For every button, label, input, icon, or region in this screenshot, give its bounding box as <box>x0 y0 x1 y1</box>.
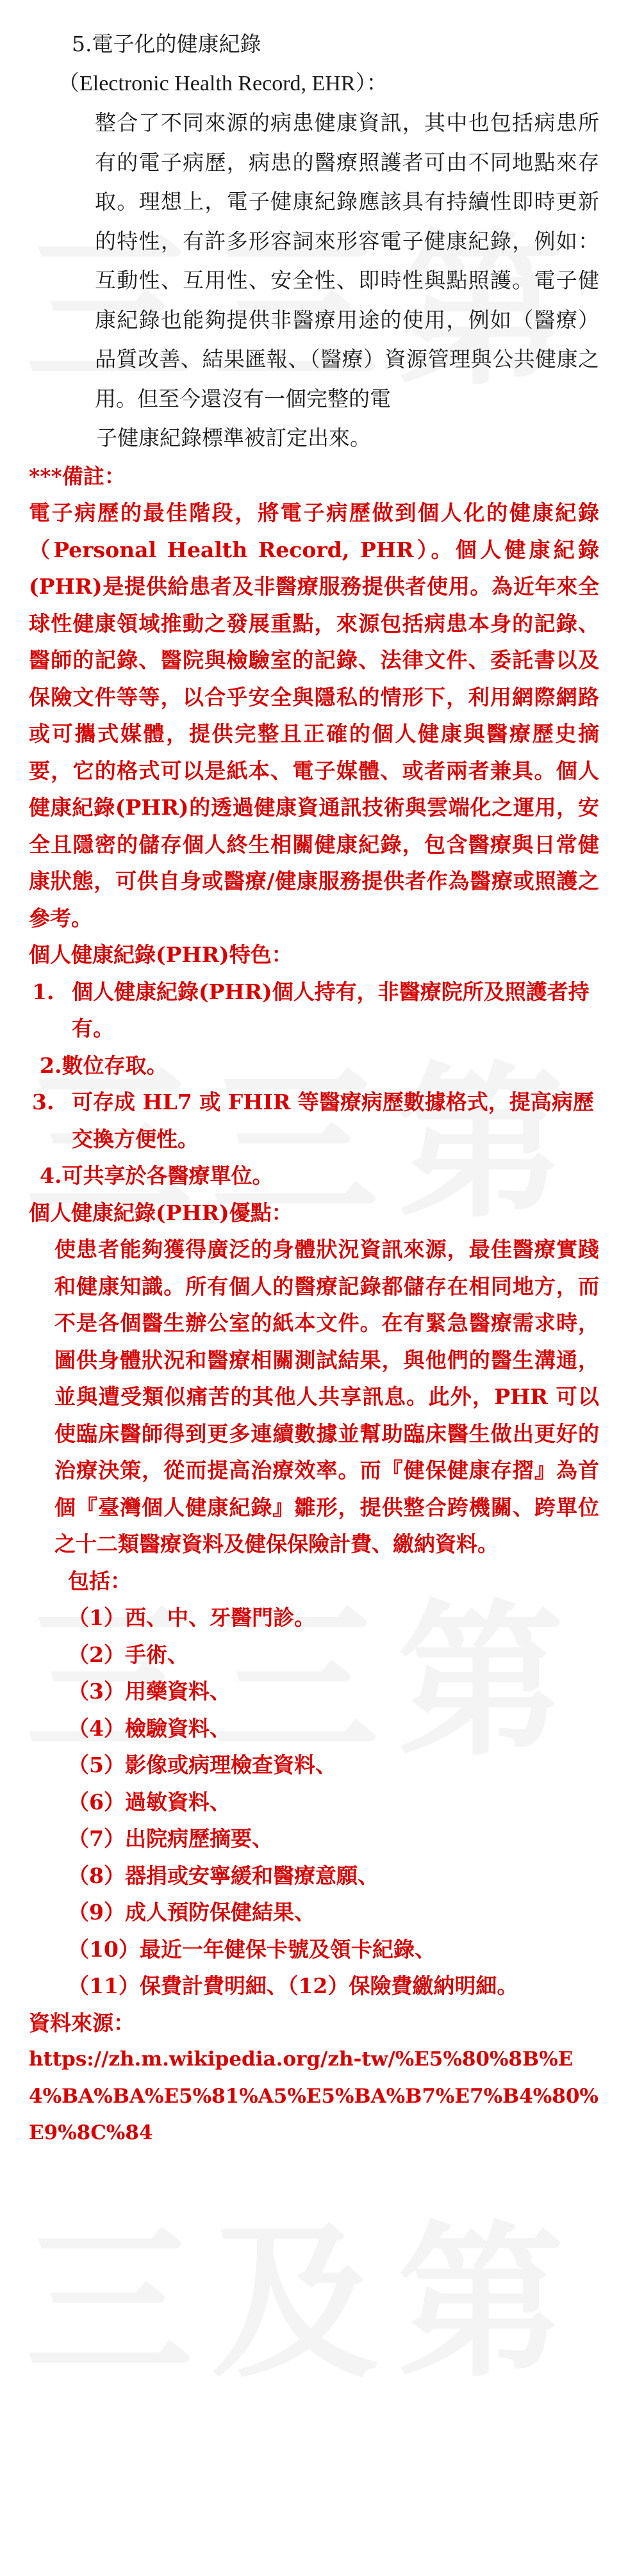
ehr-heading: 5.電子化的健康紀錄 <box>72 31 261 56</box>
phr-paragraph: 電子病歷的最佳階段，將電子病歷做到個人化的健康紀錄（Personal Health Record, PHR）。個人健康紀錄(PHR)是提供給患者及非醫療服務提供者使用。為近年來全球性健康領域推動之發展重點，來源包括病患本身的記錄、醫師的記錄、醫院與檢驗室的記錄、法律文件、委託書以及保險文件等等，以合乎安全與隱私的情形下，利用網際網路或可攜式媒體，提供完整且正確的個人健康與醫療歷史摘要，它的格式可以是紙本、電子媒體、或者兩者兼具。個人健康紀錄(PHR)的透過健康資通訊技術與雲端化之運用，安全且隱密的儲存個人終生相關健康紀錄，包含醫療與日常健康狀態，可供自身或醫療/健康服務提供者作為醫療或照護之參考。 <box>29 500 599 931</box>
ehr-last-line: 子健康紀錄標準被訂定出來。 <box>96 425 371 450</box>
include-item: （6）過敏資料、 <box>68 1789 231 1814</box>
ehr-english-title: （Electronic Health Record, EHR）： <box>58 71 388 95</box>
include-item: （1）西、中、牙醫門診。 <box>68 1605 315 1630</box>
feature-text: 2.數位存取。 <box>40 1052 168 1078</box>
include-item: （11）保費計費明細、（12）保險費繳納明細。 <box>68 1973 518 1998</box>
feature-item <box>0 974 628 1047</box>
feature-item <box>0 1047 628 1084</box>
ehr-section <box>0 24 628 458</box>
include-item: （8）器捐或安寧緩和醫療意願、 <box>68 1863 379 1888</box>
include-item: （9）成人預防保健結果、 <box>68 1900 315 1925</box>
feature-item <box>0 1157 628 1194</box>
includes-label: 包括： <box>68 1568 131 1594</box>
feature-number: 3. <box>32 1089 54 1114</box>
advantages-paragraph: 使患者能夠獲得廣泛的身體狀況資訊來源，最佳醫療實踐和健康知識。所有個人的醫療記錄都儲存在相同地方，而不是各個醫生辦公室的紙本文件。在有緊急醫療需求時，圖供身體狀況和醫療相關測試結果，與他們的醫生溝通，並與遭受類似痛苦的其他人共享訊息。此外，PHR 可以使臨床醫師得到更多連續數據並幫助臨床醫生做出更好的治療決策，從而提高治療效率。而『健保健康存摺』為首個『臺灣個人健康紀錄』雛形，提供整合跨機關、跨單位之十二類醫療資料及健保保險計費、繳納資料。 <box>54 1237 599 1556</box>
feature-text: 可存成 HL7 或 FHIR 等醫療病歷數據格式，提高病歷交換方便性。 <box>72 1089 594 1152</box>
include-item: （2）手術、 <box>68 1642 188 1667</box>
feature-item <box>0 1084 628 1157</box>
include-item: （4）檢驗資料、 <box>68 1715 231 1741</box>
advantages-heading: 個人健康紀錄(PHR)優點： <box>29 1200 293 1225</box>
include-item: （5）影像或病理檢查資料、 <box>68 1752 336 1777</box>
watermark <box>26 2170 583 2409</box>
note-label: ***備註： <box>29 463 126 489</box>
feature-number: 1. <box>32 979 54 1004</box>
source-link[interactable]: https://zh.m.wikipedia.org/zh-tw/%E5%80%8B%E4%BA%BA%E5%81%A5%E5%BA%B7%E7%B4%80%E9%8C%84 <box>29 2048 599 2144</box>
include-item: （3）用藥資料、 <box>68 1679 231 1704</box>
include-item: （7）出院病歷摘要、 <box>68 1826 273 1851</box>
feature-text: 個人健康紀錄(PHR)個人持有，非醫療院所及照護者持有。 <box>72 979 590 1041</box>
document-page <box>0 24 628 2152</box>
feature-text: 4.可共享於各醫療單位。 <box>40 1163 274 1188</box>
features-heading: 個人健康紀錄(PHR)特色： <box>29 942 293 967</box>
phr-note-section <box>0 458 628 2152</box>
source-label: 資料來源： <box>29 2010 135 2035</box>
ehr-paragraph: 整合了不同來源的病患健康資訊，其中也包括病患所有的電子病歷，病患的醫療照護者可由不同地點來存取。理想上，電子健康紀錄應該具有持續性即時更新的特性，有許多形容詞來形容電子健康紀錄，例如：互動性、互用性、安全性、即時性與點照護。電子健康紀錄也能夠提供非醫療用途的使用，例如（醫療）品質改善、結果匯報、（醫療）資源管理與公共健康之用。但至今還沒有一個完整的電 <box>95 110 599 411</box>
include-item: （10）最近一年健保卡號及領卡紀錄、 <box>68 1936 436 1962</box>
